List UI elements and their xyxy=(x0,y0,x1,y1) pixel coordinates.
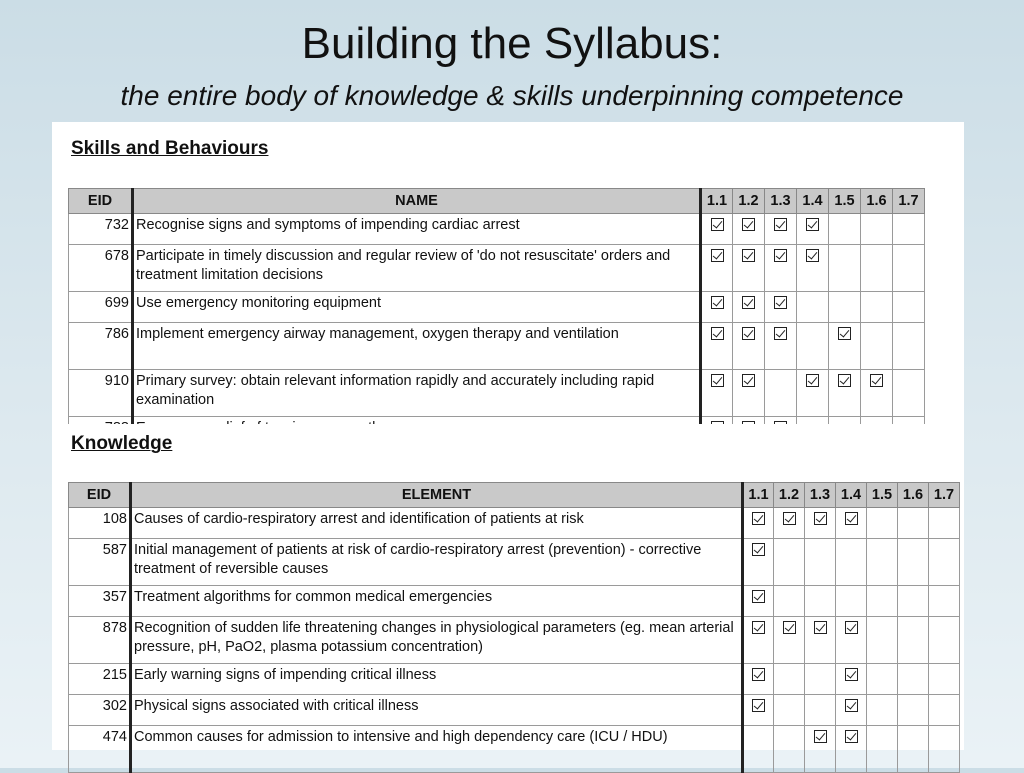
knowledge-check-cell xyxy=(805,695,836,726)
checked-box-icon xyxy=(838,327,851,340)
skills-body xyxy=(69,214,925,448)
checked-box-icon xyxy=(774,218,787,231)
knowledge-check-cell xyxy=(774,586,805,617)
skills-name-cell: Use emergency monitoring equipment xyxy=(133,292,701,323)
checked-box-icon xyxy=(838,374,851,387)
knowledge-check-cell xyxy=(867,726,898,773)
skills-eid-cell: 910 xyxy=(69,370,133,417)
checked-box-icon xyxy=(774,296,787,309)
skills-name-cell: Recognise signs and symptoms of impending cardiac arrest xyxy=(133,214,701,245)
skills-document xyxy=(52,122,964,424)
checked-box-icon xyxy=(845,668,858,681)
checked-box-icon xyxy=(742,374,755,387)
skills-col-header: 1.4 xyxy=(797,189,829,214)
knowledge-check-cell xyxy=(743,617,774,664)
skills-check-cell xyxy=(701,214,733,245)
skills-check-cell xyxy=(797,292,829,323)
checked-box-icon xyxy=(752,621,765,634)
knowledge-check-cell xyxy=(867,695,898,726)
knowledge-col-header: 1.1 xyxy=(743,483,774,508)
knowledge-name-cell: Recognition of sudden life threatening changes in physiological parameters (eg. mean arterial pressure, pH, PaO2, plasma potassium concentration) xyxy=(131,617,743,664)
skills-check-cell xyxy=(893,370,925,417)
knowledge-row xyxy=(69,539,960,586)
knowledge-name-cell: Initial management of patients at risk of cardio-respiratory arrest (prevention) - corrective treatment of reversible causes xyxy=(131,539,743,586)
checked-box-icon xyxy=(742,218,755,231)
checked-box-icon xyxy=(845,730,858,743)
checked-box-icon xyxy=(783,621,796,634)
knowledge-check-cell xyxy=(743,695,774,726)
skills-heading: Skills and Behaviours xyxy=(71,138,269,159)
skills-check-cell xyxy=(701,370,733,417)
skills-check-cell xyxy=(797,323,829,370)
knowledge-name-cell: Physical signs associated with critical illness xyxy=(131,695,743,726)
knowledge-check-cell xyxy=(805,539,836,586)
knowledge-check-cell xyxy=(867,539,898,586)
skills-header-row xyxy=(69,189,925,214)
checked-box-icon xyxy=(806,374,819,387)
knowledge-check-cell xyxy=(929,617,960,664)
knowledge-col-header: 1.7 xyxy=(929,483,960,508)
skills-check-cell xyxy=(861,245,893,292)
knowledge-row xyxy=(69,508,960,539)
checked-box-icon xyxy=(742,249,755,262)
knowledge-check-cell xyxy=(774,695,805,726)
knowledge-check-cell xyxy=(867,664,898,695)
skills-check-cell xyxy=(765,292,797,323)
knowledge-col-header: ELEMENT xyxy=(131,483,743,508)
knowledge-document xyxy=(52,424,964,750)
skills-check-cell xyxy=(701,292,733,323)
knowledge-check-cell xyxy=(867,586,898,617)
knowledge-name-cell: Treatment algorithms for common medical emergencies xyxy=(131,586,743,617)
skills-col-header: 1.5 xyxy=(829,189,861,214)
knowledge-col-header: 1.5 xyxy=(867,483,898,508)
skills-check-cell xyxy=(701,245,733,292)
knowledge-check-cell xyxy=(836,539,867,586)
knowledge-check-cell xyxy=(898,695,929,726)
knowledge-heading: Knowledge xyxy=(71,433,173,454)
knowledge-check-cell xyxy=(929,664,960,695)
skills-row xyxy=(69,370,925,417)
skills-name-cell: Participate in timely discussion and regular review of 'do not resuscitate' orders and treatment limitation decisions xyxy=(133,245,701,292)
skills-col-header: NAME xyxy=(133,189,701,214)
knowledge-table xyxy=(68,482,960,773)
knowledge-check-cell xyxy=(805,508,836,539)
skills-check-cell xyxy=(829,370,861,417)
skills-eid-cell: 678 xyxy=(69,245,133,292)
slide-subtitle: the entire body of knowledge & skills underpinning competence xyxy=(120,80,904,111)
skills-check-cell xyxy=(797,245,829,292)
skills-col-header: 1.1 xyxy=(701,189,733,214)
skills-check-cell xyxy=(829,245,861,292)
checked-box-icon xyxy=(806,218,819,231)
skills-check-cell xyxy=(861,214,893,245)
knowledge-eid-cell: 357 xyxy=(69,586,131,617)
knowledge-check-cell xyxy=(805,617,836,664)
knowledge-check-cell xyxy=(836,664,867,695)
knowledge-check-cell xyxy=(743,664,774,695)
skills-eid-cell: 786 xyxy=(69,323,133,370)
knowledge-check-cell xyxy=(836,617,867,664)
skills-col-header: EID xyxy=(69,189,133,214)
knowledge-check-cell xyxy=(774,508,805,539)
skills-check-cell xyxy=(765,370,797,417)
skills-check-cell xyxy=(893,245,925,292)
knowledge-header-row xyxy=(69,483,960,508)
skills-check-cell xyxy=(733,292,765,323)
checked-box-icon xyxy=(870,374,883,387)
checked-box-icon xyxy=(845,621,858,634)
knowledge-eid-cell: 215 xyxy=(69,664,131,695)
knowledge-row xyxy=(69,695,960,726)
knowledge-check-cell xyxy=(929,695,960,726)
checked-box-icon xyxy=(711,327,724,340)
slide-title: Building the Syllabus: xyxy=(301,19,723,68)
checked-box-icon xyxy=(711,374,724,387)
knowledge-check-cell xyxy=(929,539,960,586)
knowledge-name-cell: Common causes for admission to intensive and high dependency care (ICU / HDU) xyxy=(131,726,743,773)
checked-box-icon xyxy=(711,296,724,309)
skills-check-cell xyxy=(861,323,893,370)
knowledge-check-cell xyxy=(898,508,929,539)
knowledge-check-cell xyxy=(805,664,836,695)
checked-box-icon xyxy=(814,730,827,743)
skills-check-cell xyxy=(733,214,765,245)
checked-box-icon xyxy=(774,327,787,340)
knowledge-col-header: 1.4 xyxy=(836,483,867,508)
skills-check-cell xyxy=(829,323,861,370)
knowledge-col-header: 1.2 xyxy=(774,483,805,508)
knowledge-check-cell xyxy=(774,539,805,586)
skills-name-cell: Implement emergency airway management, oxygen therapy and ventilation xyxy=(133,323,701,370)
knowledge-eid-cell: 108 xyxy=(69,508,131,539)
skills-check-cell xyxy=(765,214,797,245)
knowledge-name-cell: Causes of cardio-respiratory arrest and identification of patients at risk xyxy=(131,508,743,539)
skills-name-cell: Primary survey: obtain relevant information rapidly and accurately including rapid examination xyxy=(133,370,701,417)
skills-check-cell xyxy=(733,323,765,370)
knowledge-check-cell xyxy=(774,617,805,664)
checked-box-icon xyxy=(814,621,827,634)
skills-eid-cell: 732 xyxy=(69,214,133,245)
skills-col-header: 1.7 xyxy=(893,189,925,214)
skills-check-cell xyxy=(733,370,765,417)
skills-check-cell xyxy=(893,214,925,245)
checked-box-icon xyxy=(845,699,858,712)
knowledge-check-cell xyxy=(898,726,929,773)
skills-check-cell xyxy=(861,292,893,323)
skills-check-cell xyxy=(701,323,733,370)
knowledge-check-cell xyxy=(743,539,774,586)
knowledge-check-cell xyxy=(836,586,867,617)
knowledge-col-header: 1.6 xyxy=(898,483,929,508)
knowledge-check-cell xyxy=(836,695,867,726)
knowledge-row xyxy=(69,664,960,695)
skills-eid-cell: 699 xyxy=(69,292,133,323)
knowledge-eid-cell: 587 xyxy=(69,539,131,586)
skills-check-cell xyxy=(893,323,925,370)
checked-box-icon xyxy=(752,699,765,712)
knowledge-check-cell xyxy=(774,664,805,695)
knowledge-check-cell xyxy=(774,726,805,773)
knowledge-check-cell xyxy=(805,726,836,773)
knowledge-check-cell xyxy=(836,726,867,773)
checked-box-icon xyxy=(752,543,765,556)
knowledge-check-cell xyxy=(898,586,929,617)
checked-box-icon xyxy=(711,249,724,262)
knowledge-check-cell xyxy=(898,617,929,664)
knowledge-check-cell xyxy=(743,508,774,539)
skills-check-cell xyxy=(797,214,829,245)
checked-box-icon xyxy=(774,249,787,262)
knowledge-name-cell: Early warning signs of impending critical illness xyxy=(131,664,743,695)
knowledge-check-cell xyxy=(929,726,960,773)
skills-col-header: 1.6 xyxy=(861,189,893,214)
knowledge-check-cell xyxy=(743,586,774,617)
knowledge-check-cell xyxy=(898,539,929,586)
checked-box-icon xyxy=(752,590,765,603)
checked-box-icon xyxy=(806,249,819,262)
knowledge-col-header: EID xyxy=(69,483,131,508)
skills-check-cell xyxy=(829,214,861,245)
skills-row xyxy=(69,245,925,292)
knowledge-row xyxy=(69,617,960,664)
knowledge-row xyxy=(69,586,960,617)
skills-check-cell xyxy=(733,245,765,292)
knowledge-eid-cell: 474 xyxy=(69,726,131,773)
knowledge-check-cell xyxy=(929,586,960,617)
knowledge-check-cell xyxy=(743,726,774,773)
skills-col-header: 1.2 xyxy=(733,189,765,214)
checked-box-icon xyxy=(752,512,765,525)
knowledge-check-cell xyxy=(867,508,898,539)
skills-table xyxy=(68,188,925,448)
skills-row xyxy=(69,292,925,323)
knowledge-check-cell xyxy=(805,586,836,617)
checked-box-icon xyxy=(711,218,724,231)
checked-box-icon xyxy=(742,327,755,340)
knowledge-row xyxy=(69,726,960,773)
checked-box-icon xyxy=(742,296,755,309)
checked-box-icon xyxy=(814,512,827,525)
knowledge-col-header: 1.3 xyxy=(805,483,836,508)
checked-box-icon xyxy=(783,512,796,525)
knowledge-eid-cell: 878 xyxy=(69,617,131,664)
skills-row xyxy=(69,214,925,245)
skills-check-cell xyxy=(893,292,925,323)
skills-check-cell xyxy=(829,292,861,323)
knowledge-check-cell xyxy=(929,508,960,539)
skills-col-header: 1.3 xyxy=(765,189,797,214)
knowledge-eid-cell: 302 xyxy=(69,695,131,726)
knowledge-body xyxy=(69,508,960,773)
checked-box-icon xyxy=(752,668,765,681)
skills-row xyxy=(69,323,925,370)
skills-check-cell xyxy=(765,245,797,292)
knowledge-check-cell xyxy=(836,508,867,539)
skills-check-cell xyxy=(765,323,797,370)
skills-check-cell xyxy=(861,370,893,417)
checked-box-icon xyxy=(845,512,858,525)
skills-check-cell xyxy=(797,370,829,417)
knowledge-check-cell xyxy=(898,664,929,695)
knowledge-check-cell xyxy=(867,617,898,664)
